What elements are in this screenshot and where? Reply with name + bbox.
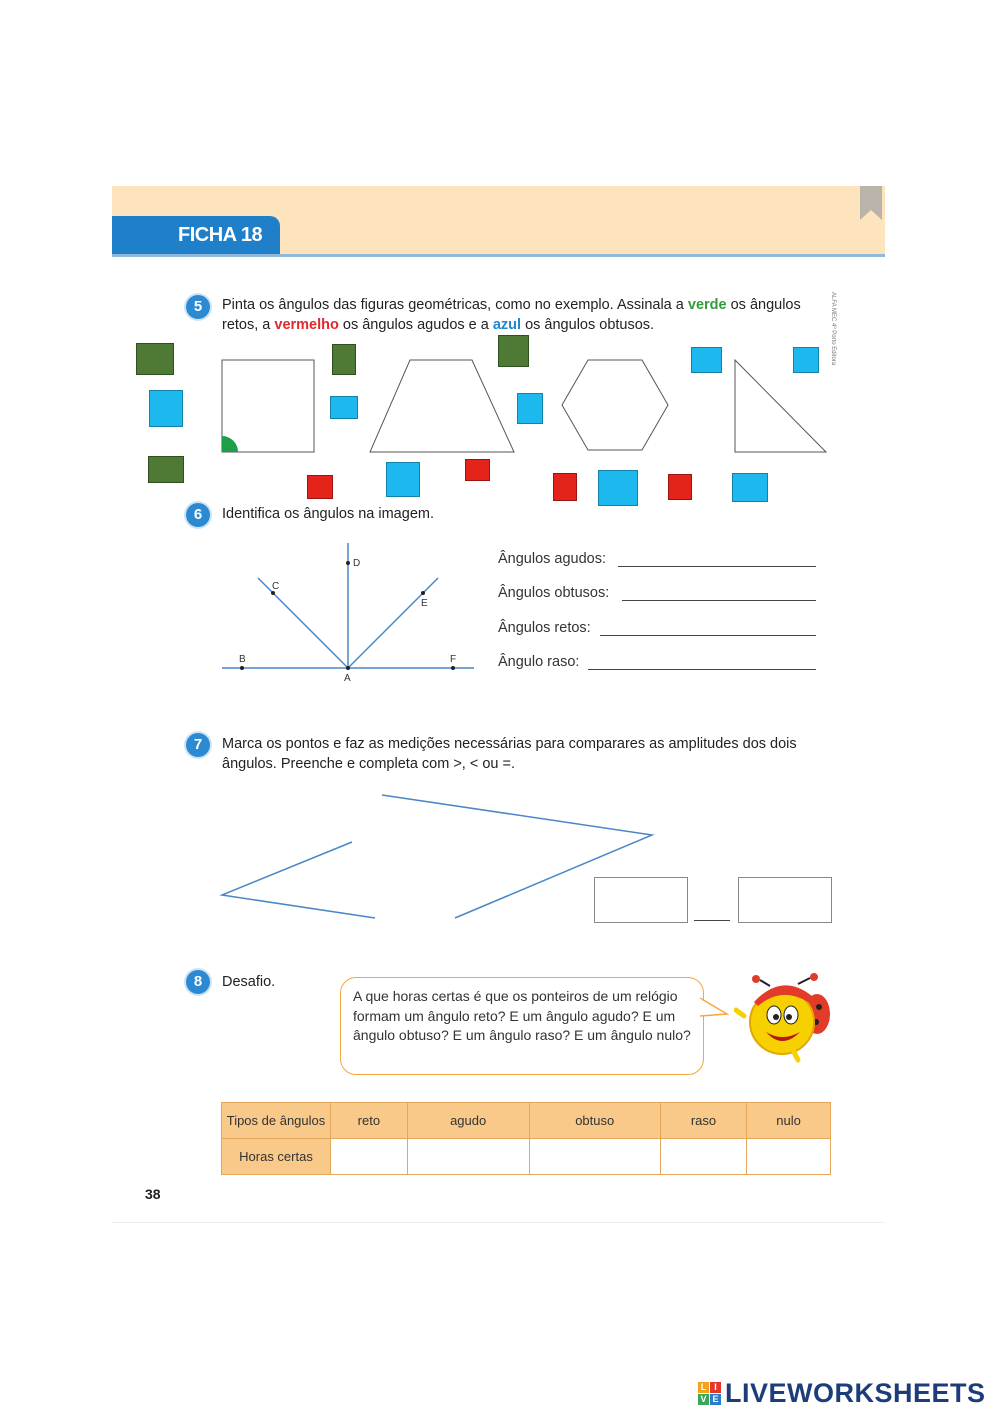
page-bottom-divider — [112, 1222, 885, 1223]
hexagon-figure — [562, 360, 668, 450]
point-e-label: E — [421, 598, 428, 609]
red-square[interactable] — [668, 474, 692, 500]
blue-square[interactable] — [691, 347, 722, 373]
angles-diagram — [210, 535, 490, 695]
speech-bubble-tail — [700, 996, 730, 1020]
q5-verde: verde — [687, 297, 727, 313]
q5-text-b: os ângulos retos, a — [222, 297, 801, 333]
question-7-number: 7 — [186, 733, 210, 757]
liveworksheets-logo — [698, 1378, 986, 1409]
green-square[interactable] — [136, 343, 174, 375]
question-7-text: Marca os pontos e faz as medições necessárias para comparares as amplitudes dos dois ângulos. Preenche e completa com >, < ou =. — [222, 736, 797, 772]
blue-square[interactable] — [517, 393, 543, 424]
mascot-icon — [734, 972, 834, 1064]
publisher-note: ALFA MEC 4º Porto Editora — [830, 292, 836, 366]
green-square[interactable] — [148, 456, 184, 483]
logo-letter: I — [710, 1382, 721, 1393]
first-measure-box[interactable] — [594, 877, 688, 923]
question-6-text: Identifica os ângulos na imagem. — [222, 506, 434, 522]
square-figure — [222, 360, 314, 452]
acute-angles-label: Ângulos agudos: — [498, 551, 607, 567]
point-d-label: D — [353, 558, 361, 569]
q5-azul: azul — [492, 317, 522, 333]
right-angles-input[interactable] — [600, 635, 816, 636]
q5-vermelho: vermelho — [274, 317, 339, 333]
page-title: FICHA 18 — [112, 216, 280, 254]
answer-cell-reto[interactable] — [331, 1139, 408, 1175]
answer-cell-nulo[interactable] — [747, 1139, 831, 1175]
table-row2-label: Horas certas — [222, 1139, 331, 1175]
blue-square[interactable] — [732, 473, 768, 502]
page-number: 38 — [145, 1186, 161, 1202]
acute-angles-input[interactable] — [618, 566, 816, 567]
straight-angle-label: Ângulo raso: — [498, 654, 580, 670]
blue-square[interactable] — [598, 470, 638, 506]
blue-square[interactable] — [330, 396, 358, 419]
logo-letter: V — [698, 1394, 709, 1405]
question-6-number: 6 — [186, 503, 210, 527]
q7-angles — [0, 780, 1000, 940]
triangle-figure — [735, 360, 826, 452]
point-a-label: A — [344, 673, 351, 684]
question-8-number: 8 — [186, 970, 210, 994]
brand-name: LIVEWORKSHEETS — [725, 1378, 986, 1408]
q5-text-d: os ângulos obtusos. — [521, 317, 655, 333]
point-b-label: B — [239, 654, 246, 665]
logo-icon — [698, 1382, 721, 1405]
comparison-symbol-input[interactable] — [694, 920, 730, 921]
table-row — [222, 1103, 831, 1139]
blue-square[interactable] — [149, 390, 183, 427]
obtuse-angles-input[interactable] — [622, 600, 816, 601]
blue-square[interactable] — [386, 462, 420, 497]
red-square[interactable] — [465, 459, 490, 481]
point-f-label: F — [450, 654, 457, 665]
red-square[interactable] — [553, 473, 577, 501]
answer-cell-raso[interactable] — [660, 1139, 746, 1175]
column-nulo: nulo — [747, 1103, 831, 1139]
column-reto: reto — [331, 1103, 408, 1139]
obtuse-angles-label: Ângulos obtusos: — [498, 585, 610, 601]
answer-cell-obtuso[interactable] — [529, 1139, 660, 1175]
column-agudo: agudo — [407, 1103, 529, 1139]
right-angles-label: Ângulos retos: — [498, 620, 591, 636]
hours-table — [221, 1102, 831, 1175]
q5-text-c: os ângulos agudos e a — [338, 317, 493, 333]
column-raso: raso — [660, 1103, 746, 1139]
logo-letter: L — [698, 1382, 709, 1393]
red-square[interactable] — [307, 475, 333, 499]
point-c-label: C — [272, 581, 280, 592]
answer-cell-agudo[interactable] — [407, 1139, 529, 1175]
table-row — [222, 1139, 831, 1175]
straight-angle-input[interactable] — [588, 669, 816, 670]
question-5-number: 5 — [186, 295, 210, 319]
green-square[interactable] — [498, 335, 529, 367]
blue-square[interactable] — [793, 347, 819, 373]
trapezoid-figure — [370, 360, 514, 452]
q5-text-a: Pinta os ângulos das figuras geométricas, como no exemplo. Assinala a — [222, 297, 688, 313]
example-right-angle-mark — [222, 436, 238, 452]
green-square[interactable] — [332, 344, 356, 375]
logo-letter: E — [710, 1394, 721, 1405]
column-obtuso: obtuso — [529, 1103, 660, 1139]
table-row1-label: Tipos de ângulos — [222, 1103, 331, 1139]
q5-figures — [0, 0, 1000, 520]
speech-bubble: A que horas certas é que os ponteiros de um relógio formam um ângulo reto? E um ângulo agudo? E um ângulo obtuso? E um ângulo raso? E um ângulo nulo? — [340, 977, 704, 1075]
second-measure-box[interactable] — [738, 877, 832, 923]
question-8-title: Desafio. — [222, 974, 276, 990]
left-angle — [222, 842, 375, 918]
